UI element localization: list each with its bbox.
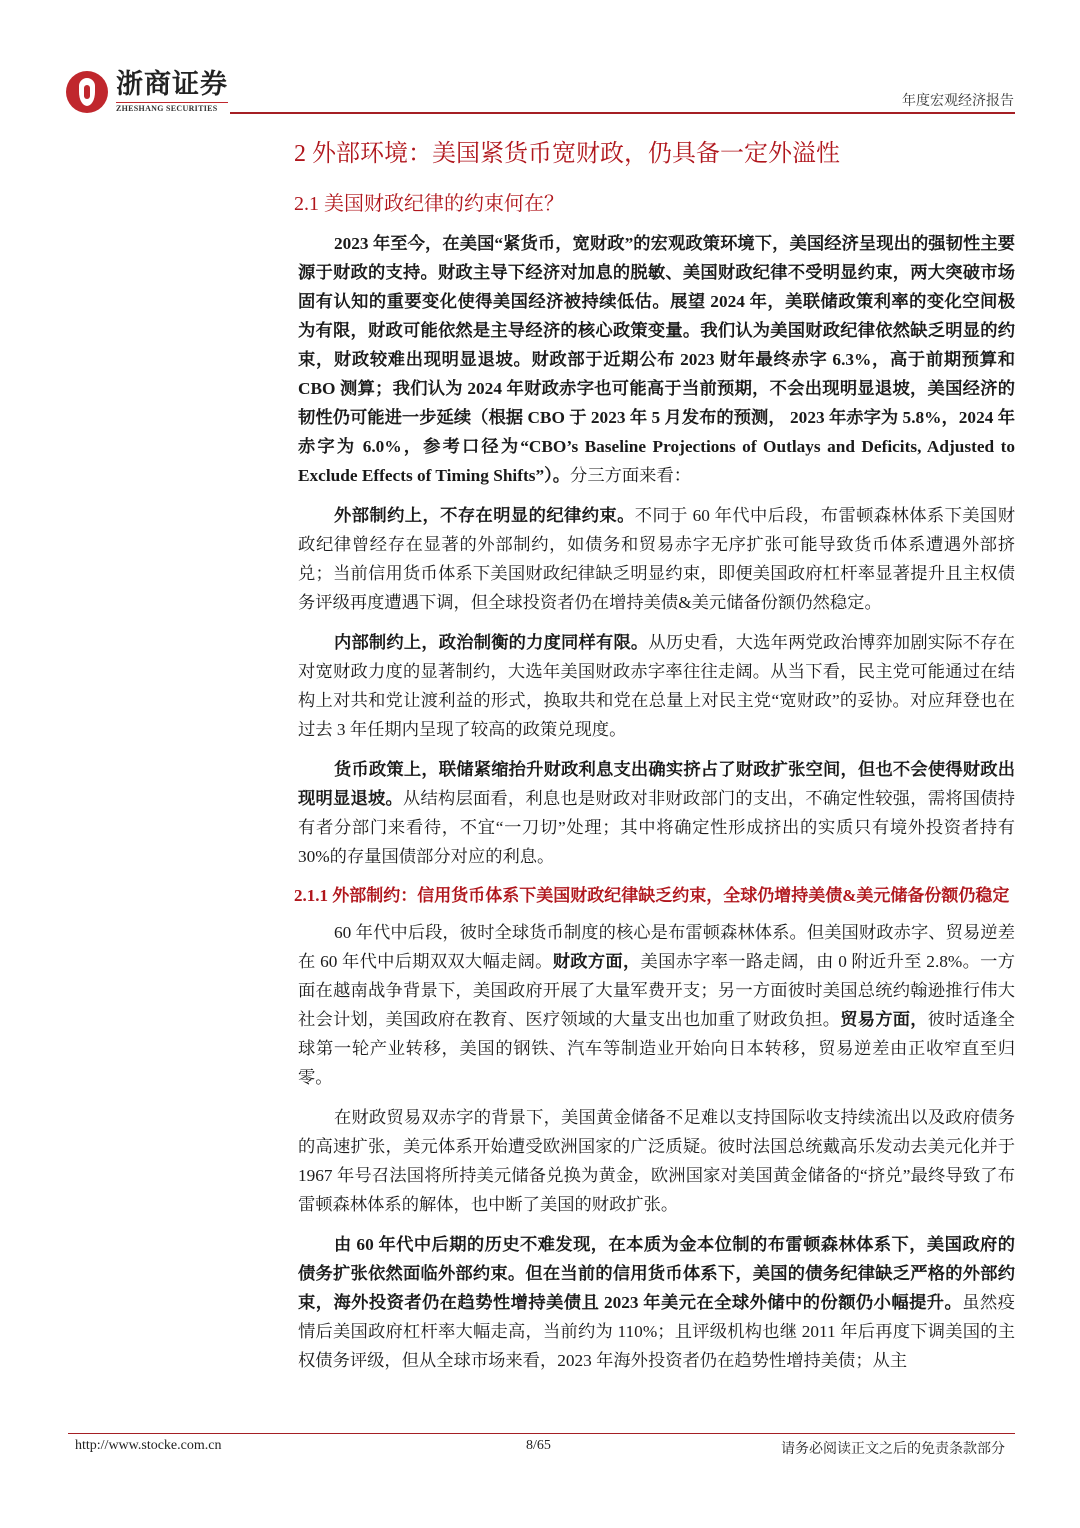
disclaimer-note: 请务必阅读正文之后的免责条款部分 — [781, 1442, 1005, 1457]
paragraph-text: 彼时适逢全球第一轮产业转移，美国的钢铁、汽车等制造业开始向日本转移，贸易逆差由正收窄直至归零。 — [298, 1010, 1015, 1087]
paragraph-text: 从结构层面看，利息也是财政对非财政部门的支出，不确定性较强，需将国债持有者分部门来看待，不宜“一刀切”处理；其中将确定性形成挤出的实质只有境外投资者持有 30%的存量国债部分对应的利息。 — [298, 789, 1015, 866]
logo-name-cn: 浙商证券 — [116, 69, 228, 100]
page-body — [294, 137, 1015, 1386]
paragraph-bold-text: 贸易方面， — [840, 1010, 928, 1029]
paragraph-text: 虽然疫情后美国政府杠杆率大幅走高，当前约为 110%；且评级机构也继 2011 年后再度下调美国的主权债务评级，但从全球市场来看，2023 年海外投资者仍在趋势性增持美债；从主 — [298, 1293, 1015, 1370]
paragraph-text: 60 年代中后段，彼时全球货币制度的核心是布雷顿森林体系。但美国财政赤字、贸易逆差在 60 年代中后期双双大幅走阔。 — [298, 923, 1015, 971]
paragraph — [298, 229, 1015, 490]
website-link[interactable]: http://www.stocke.com.cn — [75, 1438, 222, 1453]
paragraph — [298, 755, 1015, 871]
paragraph-bold-text: 财政方面， — [552, 952, 641, 971]
paragraph-text: 美国赤字率一路走阔，由 0 附近升至 2.8%。一方面在越南战争背景下，美国政府开展了大量军费开支；另一方面彼时美国总统约翰逊推行伟大社会计划，美国政府在教育、医疗领域的大量支出也加重了财政负担。 — [298, 952, 1015, 1029]
page-number: 8/65 — [526, 1438, 551, 1453]
paragraph-lead: 外部制约上，不存在明显的纪律约束。 — [334, 506, 635, 525]
paragraph: 在财政贸易双赤字的背景下，美国黄金储备不足难以支持国际收支持续流出以及政府债务的高速扩张，美元体系开始遭受欧洲国家的广泛质疑。彼时法国总统戴高乐发动去美元化并于 1967 年号召法国将所持美元储备兑换为黄金，欧洲国家对美国黄金储备的“挤兑”最终导致了布雷顿森林体系的解体，也中断了美国的财政扩张。 — [298, 1108, 1015, 1214]
paragraph — [298, 1230, 1015, 1375]
subsection-title: 2.1 美国财政纪律的约束何在？ — [294, 193, 564, 215]
subsubsection-title: 2.1.1 外部制约：信用货币体系下美国财政纪律缺乏约束，全球仍增持美债&美元储备份额仍稳定 — [294, 886, 1010, 905]
logo-name-en: ZHESHANG SECURITIES — [116, 102, 228, 113]
header-divider — [230, 112, 1015, 114]
report-type: 年度宏观经济报告 — [902, 94, 1014, 109]
paragraph-lead: 货币政策上，联储紧缩抬升财政利息支出确实挤占了财政扩张空间，但也不会使得财政出现明显退坡。 — [298, 760, 1015, 808]
section-title: 2 外部环境：美国紧货币宽财政，仍具备一定外溢性 — [294, 141, 840, 167]
paragraph-bold-text: 2023 年至今，在美国“紧货币，宽财政”的宏观政策环境下，美国经济呈现出的强韧性主要源于财政的支持。财政主导下经济对加息的脱敏、美国财政纪律不受明显约束，两大突破市场固有认知的重要变化使得美国经济被持续低估。展望 2024 年，美联储政策利率的变化空间极为有限，财政可能依然是主导经济的核心政策变量。我们认为美国财政纪律依然缺乏明显的约束，财政较难出现明显退坡。财政部于近期公布 2023 财年最终赤字 6.3%，高于前期预算和 CBO 测算；我们认为 2024 年财政赤字也可能高于当前预期，不会出现明显退坡，美国经济的韧性仍可能进一步延续（根据 CBO 于 2023 年 5 月发布的预测， 2023 年赤字为 5.8%，2024 年赤字为 6.0%，参考口径为“CBO’s Baseline Projections of Outlays and Deficits, Adjusted to Exclude Effects of Timing Shifts”）。 — [298, 234, 1015, 485]
paragraph — [298, 628, 1015, 744]
paragraph-text: 从历史看，大选年两党政治博弈加剧实际不存在对宽财政力度的显著制约，大选年美国财政赤字率往往走阔。从当下看，民主党可能通过在结构上对共和党让渡利益的形式，换取共和党在总量上对民主党“宽财政”的妥协。对应拜登也在过去 3 年任期内呈现了较高的政策兑现度。 — [298, 633, 1015, 739]
paragraph-lead: 内部制约上，政治制衡的力度同样有限。 — [334, 633, 649, 652]
footer-divider — [68, 1433, 1015, 1434]
paragraph-text: 不同于 60 年代中后段，布雷顿森林体系下美国财政纪律曾经存在显著的外部制约，如债务和贸易赤字无序扩张可能导致货币体系遭遇外部挤兑；当前信用货币体系下美国财政纪律缺乏明显约束，即便美国政府杠杆率显著提升且主权债务评级再度遭遇下调，但全球投资者仍在增持美债&美元储备份额仍然稳定。 — [298, 506, 1015, 612]
paragraph — [298, 501, 1015, 617]
company-logo — [66, 70, 228, 113]
paragraph — [298, 918, 1015, 1092]
logo-icon — [66, 71, 108, 113]
paragraph-text: 分三方面来看： — [570, 466, 692, 485]
paragraph-lead: 由 60 年代中后期的历史不难发现，在本质为金本位制的布雷顿森林体系下，美国政府的债务扩张依然面临外部约束。但在当前的信用货币体系下，美国的债务纪律缺乏严格的外部约束，海外投资者仍在趋势性增持美债且 2023 年美元在全球外储中的份额仍小幅提升。 — [298, 1235, 1015, 1312]
